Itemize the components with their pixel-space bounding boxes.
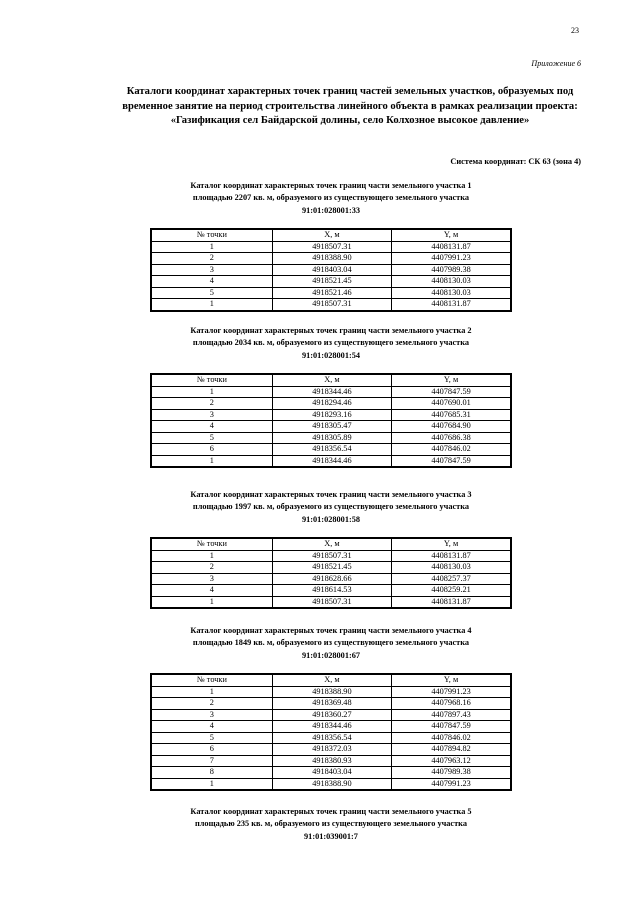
table-row: [151, 276, 511, 288]
cell-x: 4918507.31: [272, 241, 391, 253]
table-row: [151, 767, 511, 779]
table-row: [151, 421, 511, 433]
cell-x: 4918344.46: [272, 455, 391, 467]
cell-x: 4918403.04: [272, 767, 391, 779]
table-row: [151, 264, 511, 276]
cadastral-number: 91:01:028001:54: [301, 350, 361, 360]
table-row: [151, 241, 511, 253]
cell-point-number: 6: [151, 444, 272, 456]
cell-x: 4918521.45: [272, 562, 391, 574]
catalog-heading-5: [150, 806, 512, 843]
cell-y: 4407847.59: [392, 386, 511, 398]
cell-point-number: 2: [151, 562, 272, 574]
cell-point-number: 2: [151, 398, 272, 410]
catalog-heading-2: [150, 325, 512, 362]
column-header-x: X, м: [272, 674, 391, 686]
cell-x: 4918293.16: [272, 409, 391, 421]
cell-point-number: 2: [151, 253, 272, 265]
cell-x: 4918614.53: [272, 585, 391, 597]
cell-y: 4407968.16: [392, 698, 511, 710]
cell-x: 4918305.89: [272, 432, 391, 444]
cadastral-number: 91:01:039001:7: [304, 831, 358, 841]
cell-y: 4407963.12: [392, 755, 511, 767]
table-row: [151, 721, 511, 733]
catalog-heading-line: Каталог координат характерных точек границ части земельного участка 1: [190, 181, 472, 190]
catalog-heading-line: Каталог координат характерных точек границ части земельного участка 5: [190, 807, 472, 816]
cell-y: 4407684.90: [392, 421, 511, 433]
cell-point-number: 3: [151, 409, 272, 421]
cell-y: 4407686.38: [392, 432, 511, 444]
cell-x: 4918521.45: [272, 276, 391, 288]
catalog-heading-4: [150, 625, 512, 662]
cell-x: 4918507.31: [272, 550, 391, 562]
cell-y: 4408131.87: [392, 596, 511, 608]
cell-x: 4918380.93: [272, 755, 391, 767]
cell-x: 4918356.54: [272, 444, 391, 456]
coordinate-table-1: [150, 228, 512, 312]
cell-x: 4918372.03: [272, 744, 391, 756]
catalog-heading-line: Каталог координат характерных точек границ части земельного участка 2: [190, 326, 472, 335]
cell-x: 4918388.90: [272, 253, 391, 265]
cell-point-number: 5: [151, 732, 272, 744]
column-header-x: X, м: [272, 229, 391, 241]
catalog-heading-line: площадью 1997 кв. м, образуемого из существующего земельного участка: [192, 502, 470, 512]
coordinate-table-2: [150, 373, 512, 468]
cell-point-number: 4: [151, 276, 272, 288]
cell-point-number: 3: [151, 264, 272, 276]
table-row: [151, 550, 511, 562]
cell-y: 4407897.43: [392, 709, 511, 721]
table-row: [151, 698, 511, 710]
cell-y: 4407989.38: [392, 767, 511, 779]
cell-point-number: 3: [151, 573, 272, 585]
column-header-point: № точки: [151, 674, 272, 686]
column-header-point: № точки: [151, 538, 272, 550]
column-header-point: № точки: [151, 229, 272, 241]
cell-y: 4408131.87: [392, 550, 511, 562]
cell-y: 4407847.59: [392, 455, 511, 467]
table-row: [151, 455, 511, 467]
cell-point-number: 1: [151, 778, 272, 790]
cell-x: 4918360.27: [272, 709, 391, 721]
catalog-heading-3: [150, 489, 512, 526]
cell-y: 4408257.37: [392, 573, 511, 585]
table-row: [151, 585, 511, 597]
table-row: [151, 755, 511, 767]
column-header-x: X, м: [272, 538, 391, 550]
title-line: Каталоги координат характерных точек границ частей земельных участков, образуемых под: [126, 86, 574, 97]
cell-y: 4407989.38: [392, 264, 511, 276]
cell-point-number: 1: [151, 299, 272, 311]
table-row: [151, 386, 511, 398]
title-line: временное занятие на период строительства линейного объекта в рамках реализации проекта:: [122, 100, 578, 112]
cell-point-number: 1: [151, 386, 272, 398]
cell-x: 4918356.54: [272, 732, 391, 744]
coordinate-table-3: [150, 537, 512, 609]
title-line: «Газификация сел Байдарской долины, село Колхозное высокое давление»: [170, 115, 530, 126]
table-row: [151, 732, 511, 744]
cadastral-number: 91:01:028001:58: [301, 514, 361, 524]
column-header-x: X, м: [272, 374, 391, 386]
cell-point-number: 1: [151, 550, 272, 562]
cell-y: 4408131.87: [392, 241, 511, 253]
cell-y: 4407690.01: [392, 398, 511, 410]
catalog-heading-1: [150, 180, 512, 217]
table-row: [151, 596, 511, 608]
table-row: [151, 744, 511, 756]
cell-y: 4407991.23: [392, 686, 511, 698]
cell-y: 4407685.31: [392, 409, 511, 421]
cadastral-number: 91:01:028001:67: [301, 650, 361, 660]
catalog-heading-line: Каталог координат характерных точек границ части земельного участка 3: [190, 490, 472, 499]
table-header-row: [151, 374, 511, 386]
table-header-row: [151, 538, 511, 550]
table-row: [151, 709, 511, 721]
cell-y: 4408130.03: [392, 562, 511, 574]
column-header-point: № точки: [151, 374, 272, 386]
column-header-y: Y, м: [392, 538, 511, 550]
cell-point-number: 4: [151, 421, 272, 433]
cell-y: 4407847.59: [392, 721, 511, 733]
cell-point-number: 2: [151, 698, 272, 710]
cell-point-number: 6: [151, 744, 272, 756]
coordinate-system-label: Система координат: СК 63 (зона 4): [450, 157, 581, 166]
cell-x: 4918507.31: [272, 596, 391, 608]
page-number: 23: [571, 26, 579, 35]
table-row: [151, 444, 511, 456]
cell-point-number: 4: [151, 721, 272, 733]
cell-x: 4918388.90: [272, 778, 391, 790]
table-row: [151, 409, 511, 421]
table-row: [151, 432, 511, 444]
table-row: [151, 562, 511, 574]
cell-x: 4918388.90: [272, 686, 391, 698]
cell-point-number: 5: [151, 287, 272, 299]
cell-point-number: 1: [151, 686, 272, 698]
cell-point-number: 1: [151, 455, 272, 467]
cell-y: 4407894.82: [392, 744, 511, 756]
cell-x: 4918344.46: [272, 721, 391, 733]
column-header-y: Y, м: [392, 229, 511, 241]
cell-point-number: 4: [151, 585, 272, 597]
document-title: [80, 85, 620, 129]
cell-point-number: 1: [151, 241, 272, 253]
cell-point-number: 8: [151, 767, 272, 779]
cell-x: 4918344.46: [272, 386, 391, 398]
table-row: [151, 686, 511, 698]
cell-point-number: 3: [151, 709, 272, 721]
table-header-row: [151, 674, 511, 686]
table-row: [151, 398, 511, 410]
cell-x: 4918628.66: [272, 573, 391, 585]
cell-x: 4918521.46: [272, 287, 391, 299]
cell-y: 4407846.02: [392, 732, 511, 744]
table-row: [151, 253, 511, 265]
table-row: [151, 299, 511, 311]
cell-point-number: 5: [151, 432, 272, 444]
cell-y: 4407846.02: [392, 444, 511, 456]
cell-y: 4408259.21: [392, 585, 511, 597]
column-header-y: Y, м: [392, 374, 511, 386]
cell-y: 4407991.23: [392, 778, 511, 790]
cell-y: 4408130.03: [392, 276, 511, 288]
cadastral-number: 91:01:028001:33: [301, 205, 361, 215]
catalog-heading-line: площадью 2207 кв. м, образуемого из существующего земельного участка: [192, 193, 470, 203]
cell-x: 4918369.48: [272, 698, 391, 710]
cell-y: 4408130.03: [392, 287, 511, 299]
catalog-heading-line: площадью 235 кв. м, образуемого из существующего земельного участка: [195, 819, 467, 829]
column-header-y: Y, м: [392, 674, 511, 686]
appendix-label: Приложение 6: [531, 59, 581, 68]
table-row: [151, 778, 511, 790]
cell-x: 4918507.31: [272, 299, 391, 311]
cell-x: 4918403.04: [272, 264, 391, 276]
cell-point-number: 1: [151, 596, 272, 608]
table-header-row: [151, 229, 511, 241]
table-row: [151, 287, 511, 299]
cell-point-number: 7: [151, 755, 272, 767]
table-row: [151, 573, 511, 585]
cell-x: 4918294.46: [272, 398, 391, 410]
cell-y: 4408131.87: [392, 299, 511, 311]
cell-x: 4918305.47: [272, 421, 391, 433]
catalog-heading-line: площадью 2034 кв. м, образуемого из существующего земельного участка: [192, 338, 470, 348]
catalog-heading-line: Каталог координат характерных точек границ части земельного участка 4: [190, 626, 472, 635]
catalog-heading-line: площадью 1849 кв. м, образуемого из существующего земельного участка: [192, 638, 470, 648]
cell-y: 4407991.23: [392, 253, 511, 265]
coordinate-table-4: [150, 673, 512, 791]
